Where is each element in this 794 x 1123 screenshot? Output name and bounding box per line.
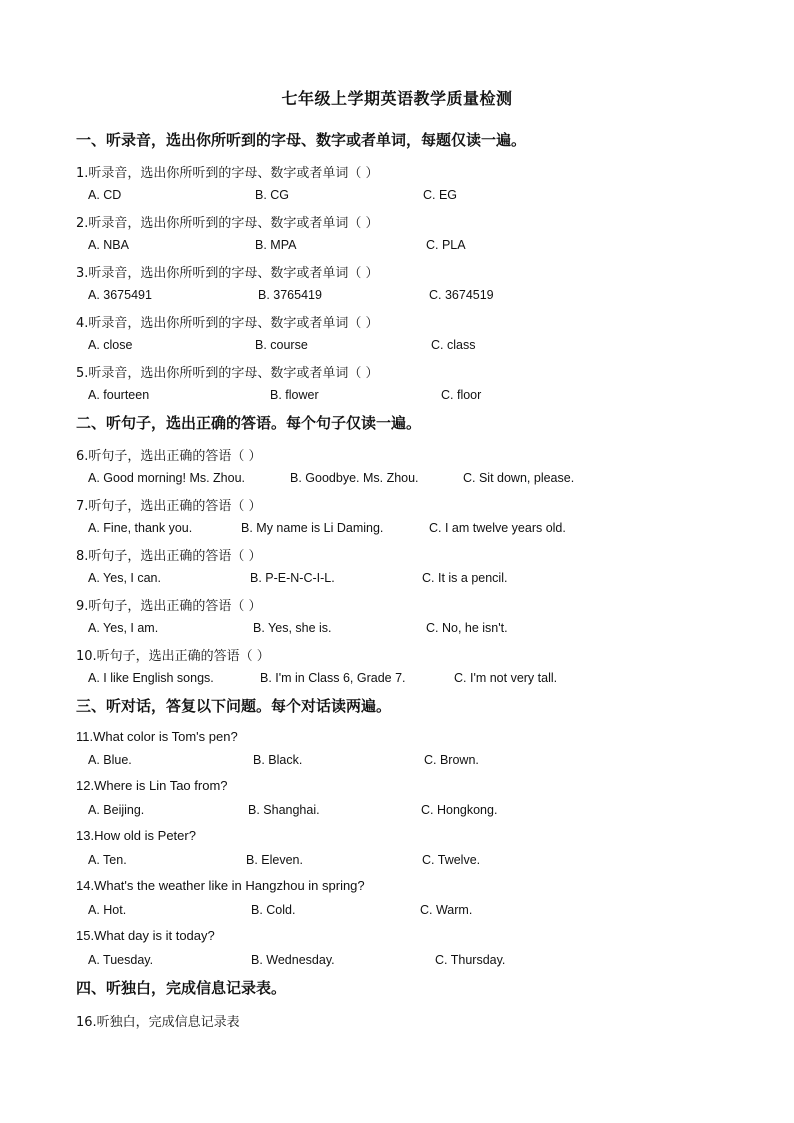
q10-option-a: A. I like English songs. bbox=[88, 671, 214, 685]
q1-option-c: C. EG bbox=[423, 188, 458, 202]
q4-option-c: C. class bbox=[431, 338, 476, 352]
q9-option-b: B. Yes, she is. bbox=[253, 621, 332, 635]
q15-option-b: B. Wednesday. bbox=[251, 953, 335, 967]
question-10: 10.听句子，选出正确的答语（ ） bbox=[76, 649, 270, 664]
q3-option-b: B. 3765419 bbox=[258, 288, 322, 302]
q1-option-b: B. CG bbox=[255, 188, 290, 202]
question-12: 12.Where is Lin Tao from? bbox=[76, 778, 228, 793]
q14-option-b: B. Cold. bbox=[251, 903, 296, 917]
q3-option-c: C. 3674519 bbox=[429, 288, 494, 302]
section-2-heading: 二、听句子，选出正确的答语。每个句子仅读一遍。 bbox=[76, 414, 422, 432]
q8-option-a: A. Yes, I can. bbox=[88, 571, 161, 585]
section-4-heading: 四、听独白，完成信息记录表。 bbox=[76, 979, 287, 997]
question-4: 4.听录音，选出你所听到的字母、数字或者单词（ ） bbox=[76, 316, 379, 331]
section-1-heading: 一、听录音，选出你所听到的字母、数字或者单词，每题仅读一遍。 bbox=[76, 131, 527, 149]
q4-option-a: A. close bbox=[88, 338, 133, 352]
q11-option-a: A. Blue. bbox=[88, 753, 132, 767]
question-14: 14.What's the weather like in Hangzhou in spring? bbox=[76, 878, 365, 893]
q4-option-b: B. course bbox=[255, 338, 308, 352]
section-3-heading: 三、听对话，答复以下问题。每个对话读两遍。 bbox=[76, 697, 392, 715]
q14-option-c: C. Warm. bbox=[420, 903, 473, 917]
q15-option-a: A. Tuesday. bbox=[88, 953, 154, 967]
q2-option-c: C. PLA bbox=[426, 238, 466, 252]
question-8: 8.听句子，选出正确的答语（ ） bbox=[76, 549, 262, 564]
question-6: 6.听句子，选出正确的答语（ ） bbox=[76, 449, 262, 464]
q12-option-c: C. Hongkong. bbox=[421, 803, 498, 817]
question-9: 9.听句子，选出正确的答语（ ） bbox=[76, 599, 262, 614]
q11-option-c: C. Brown. bbox=[424, 753, 479, 767]
q3-option-a: A. 3675491 bbox=[88, 288, 152, 302]
q12-option-a: A. Beijing. bbox=[88, 803, 145, 817]
page-title: 七年级上学期英语教学质量检测 bbox=[281, 89, 513, 108]
q1-option-a: A. CD bbox=[88, 188, 122, 202]
q6-option-a: A. Good morning! Ms. Zhou. bbox=[88, 471, 246, 485]
q9-option-a: A. Yes, I am. bbox=[88, 621, 159, 635]
q13-option-c: C. Twelve. bbox=[422, 853, 481, 867]
q10-option-c: C. I'm not very tall. bbox=[454, 671, 558, 685]
question-2: 2.听录音，选出你所听到的字母、数字或者单词（ ） bbox=[76, 216, 379, 231]
q2-option-b: B. MPA bbox=[255, 238, 297, 252]
q6-option-b: B. Goodbye. Ms. Zhou. bbox=[290, 471, 419, 485]
q2-option-a: A. NBA bbox=[88, 238, 129, 252]
q6-option-c: C. Sit down, please. bbox=[463, 471, 575, 485]
question-7: 7.听句子，选出正确的答语（ ） bbox=[76, 499, 262, 514]
q8-option-c: C. It is a pencil. bbox=[422, 571, 508, 585]
question-16: 16.听独白，完成信息记录表 bbox=[76, 1015, 240, 1030]
q9-option-c: C. No, he isn't. bbox=[426, 621, 508, 635]
question-11: 11.What color is Tom's pen? bbox=[76, 729, 238, 744]
q13-option-a: A. Ten. bbox=[88, 853, 127, 867]
question-1: 1.听录音，选出你所听到的字母、数字或者单词（ ） bbox=[76, 166, 379, 181]
q11-option-b: B. Black. bbox=[253, 753, 303, 767]
q7-option-a: A. Fine, thank you. bbox=[88, 521, 193, 535]
q5-option-b: B. flower bbox=[270, 388, 319, 402]
q12-option-b: B. Shanghai. bbox=[248, 803, 320, 817]
question-5: 5.听录音，选出你所听到的字母、数字或者单词（ ） bbox=[76, 366, 379, 381]
q13-option-b: B. Eleven. bbox=[246, 853, 303, 867]
q5-option-a: A. fourteen bbox=[88, 388, 150, 402]
q7-option-b: B. My name is Li Daming. bbox=[241, 521, 384, 535]
q8-option-b: B. P-E-N-C-I-L. bbox=[250, 571, 335, 585]
question-3: 3.听录音，选出你所听到的字母、数字或者单词（ ） bbox=[76, 266, 379, 281]
q5-option-c: C. floor bbox=[441, 388, 482, 402]
question-13: 13.How old is Peter? bbox=[76, 828, 196, 843]
q15-option-c: C. Thursday. bbox=[435, 953, 506, 967]
q7-option-c: C. I am twelve years old. bbox=[429, 521, 566, 535]
q14-option-a: A. Hot. bbox=[88, 903, 127, 917]
question-15: 15.What day is it today? bbox=[76, 928, 215, 943]
q10-option-b: B. I'm in Class 6, Grade 7. bbox=[260, 671, 406, 685]
